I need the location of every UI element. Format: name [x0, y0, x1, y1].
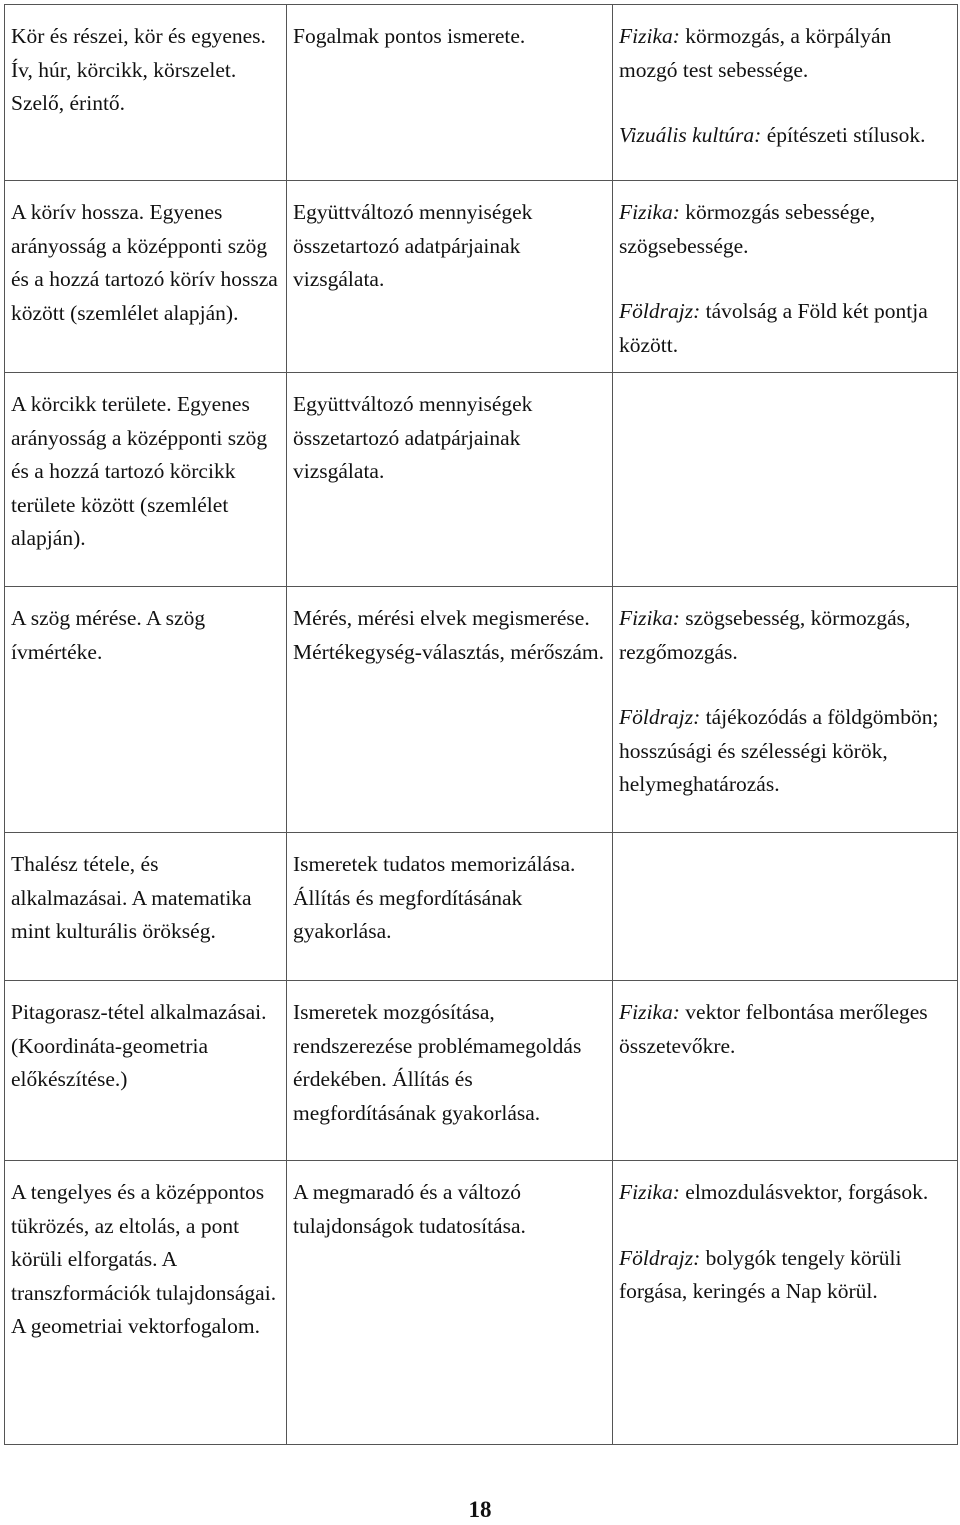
table-row	[5, 373, 958, 587]
subject-description: építészeti stílusok.	[761, 123, 926, 147]
subject-link	[619, 1242, 951, 1309]
subject-description: bolygók tengely körüli forgása, keringés a Nap körül.	[619, 1245, 902, 1303]
links-cell	[613, 373, 958, 587]
subject-description: vektor felbontása merőleges összetevőkre.	[619, 1000, 928, 1058]
subject-link	[619, 295, 951, 362]
links-cell	[613, 181, 958, 373]
skills-cell: Együttváltozó mennyiségek összetartozó adatpárjainak vizsgálata.	[287, 373, 613, 587]
table-row	[5, 981, 958, 1161]
skills-cell: Ismeretek mozgósítása, rendszerezése problémamegoldás érdekében. Állítás és megfordításának gyakorlása.	[287, 981, 613, 1161]
subject-description: szögsebesség, körmozgás, rezgőmozgás.	[619, 606, 911, 664]
subject-description: elmozdulásvektor, forgások.	[679, 1180, 929, 1204]
subject-name: Fizika:	[619, 1180, 680, 1204]
subject-name: Földrajz:	[619, 705, 701, 729]
subject-link	[619, 701, 951, 802]
subject-link	[619, 996, 951, 1063]
topic-cell: Thalész tétele, és alkalmazásai. A matematika mint kulturális örökség.	[5, 833, 287, 981]
subject-description: távolság a Föld két pontja között.	[619, 299, 928, 357]
skills-cell: A megmaradó és a változó tulajdonságok tudatosítása.	[287, 1161, 613, 1445]
links-cell	[613, 1161, 958, 1445]
topic-cell: A tengelyes és a középpontos tükrözés, az eltolás, a pont körüli elforgatás. A transzformációk tulajdonságai. A geometriai vektorfogalom.	[5, 1161, 287, 1445]
links-cell	[613, 587, 958, 833]
topic-cell: A körcikk területe. Egyenes arányosság a középponti szög és a hozzá tartozó körcikk területe között (szemlélet alapján).	[5, 373, 287, 587]
subject-name: Fizika:	[619, 606, 680, 630]
page-number: 18	[468, 1497, 492, 1522]
table-row	[5, 833, 958, 981]
skills-cell: Fogalmak pontos ismerete.	[287, 5, 613, 181]
subject-name: Vizuális kultúra:	[619, 123, 762, 147]
subject-description: körmozgás sebessége, szögsebessége.	[619, 200, 876, 258]
topic-cell: Pitagorasz-tétel alkalmazásai. (Koordináta-geometria előkészítése.)	[5, 981, 287, 1161]
table-body	[5, 5, 958, 1445]
table-row	[5, 1161, 958, 1445]
skills-cell: Mérés, mérési elvek megismerése. Mértékegység-választás, mérőszám.	[287, 587, 613, 833]
subject-name: Fizika:	[619, 24, 680, 48]
subject-link	[619, 119, 951, 153]
subject-link	[619, 602, 951, 669]
links-cell	[613, 5, 958, 181]
table-row	[5, 5, 958, 181]
subject-name: Földrajz:	[619, 1245, 701, 1270]
topic-cell: A szög mérése. A szög ívmértéke.	[5, 587, 287, 833]
topic-cell: Kör és részei, kör és egyenes. Ív, húr, körcikk, körszelet. Szelő, érintő.	[5, 5, 287, 181]
subject-name: Földrajz:	[619, 299, 701, 323]
skills-cell: Együttváltozó mennyiségek összetartozó adatpárjainak vizsgálata.	[287, 181, 613, 373]
subject-name: Fizika:	[619, 200, 680, 224]
skills-cell: Ismeretek tudatos memorizálása. Állítás és megfordításának gyakorlása.	[287, 833, 613, 981]
subject-link	[619, 1176, 951, 1210]
links-cell	[613, 833, 958, 981]
links-cell	[613, 981, 958, 1161]
table-row	[5, 181, 958, 373]
table-row	[5, 587, 958, 833]
subject-description: körmozgás, a körpályán mozgó test sebessége.	[619, 24, 892, 82]
subject-name: Fizika:	[619, 1000, 680, 1024]
subject-description: tájékozódás a földgömbön; hosszúsági és szélességi körök, helymeghatározás.	[619, 705, 939, 796]
curriculum-table	[4, 4, 958, 1445]
topic-cell: A körív hossza. Egyenes arányosság a középponti szög és a hozzá tartozó körív hossza között (szemlélet alapján).	[5, 181, 287, 373]
subject-link	[619, 20, 951, 87]
subject-link	[619, 196, 951, 263]
